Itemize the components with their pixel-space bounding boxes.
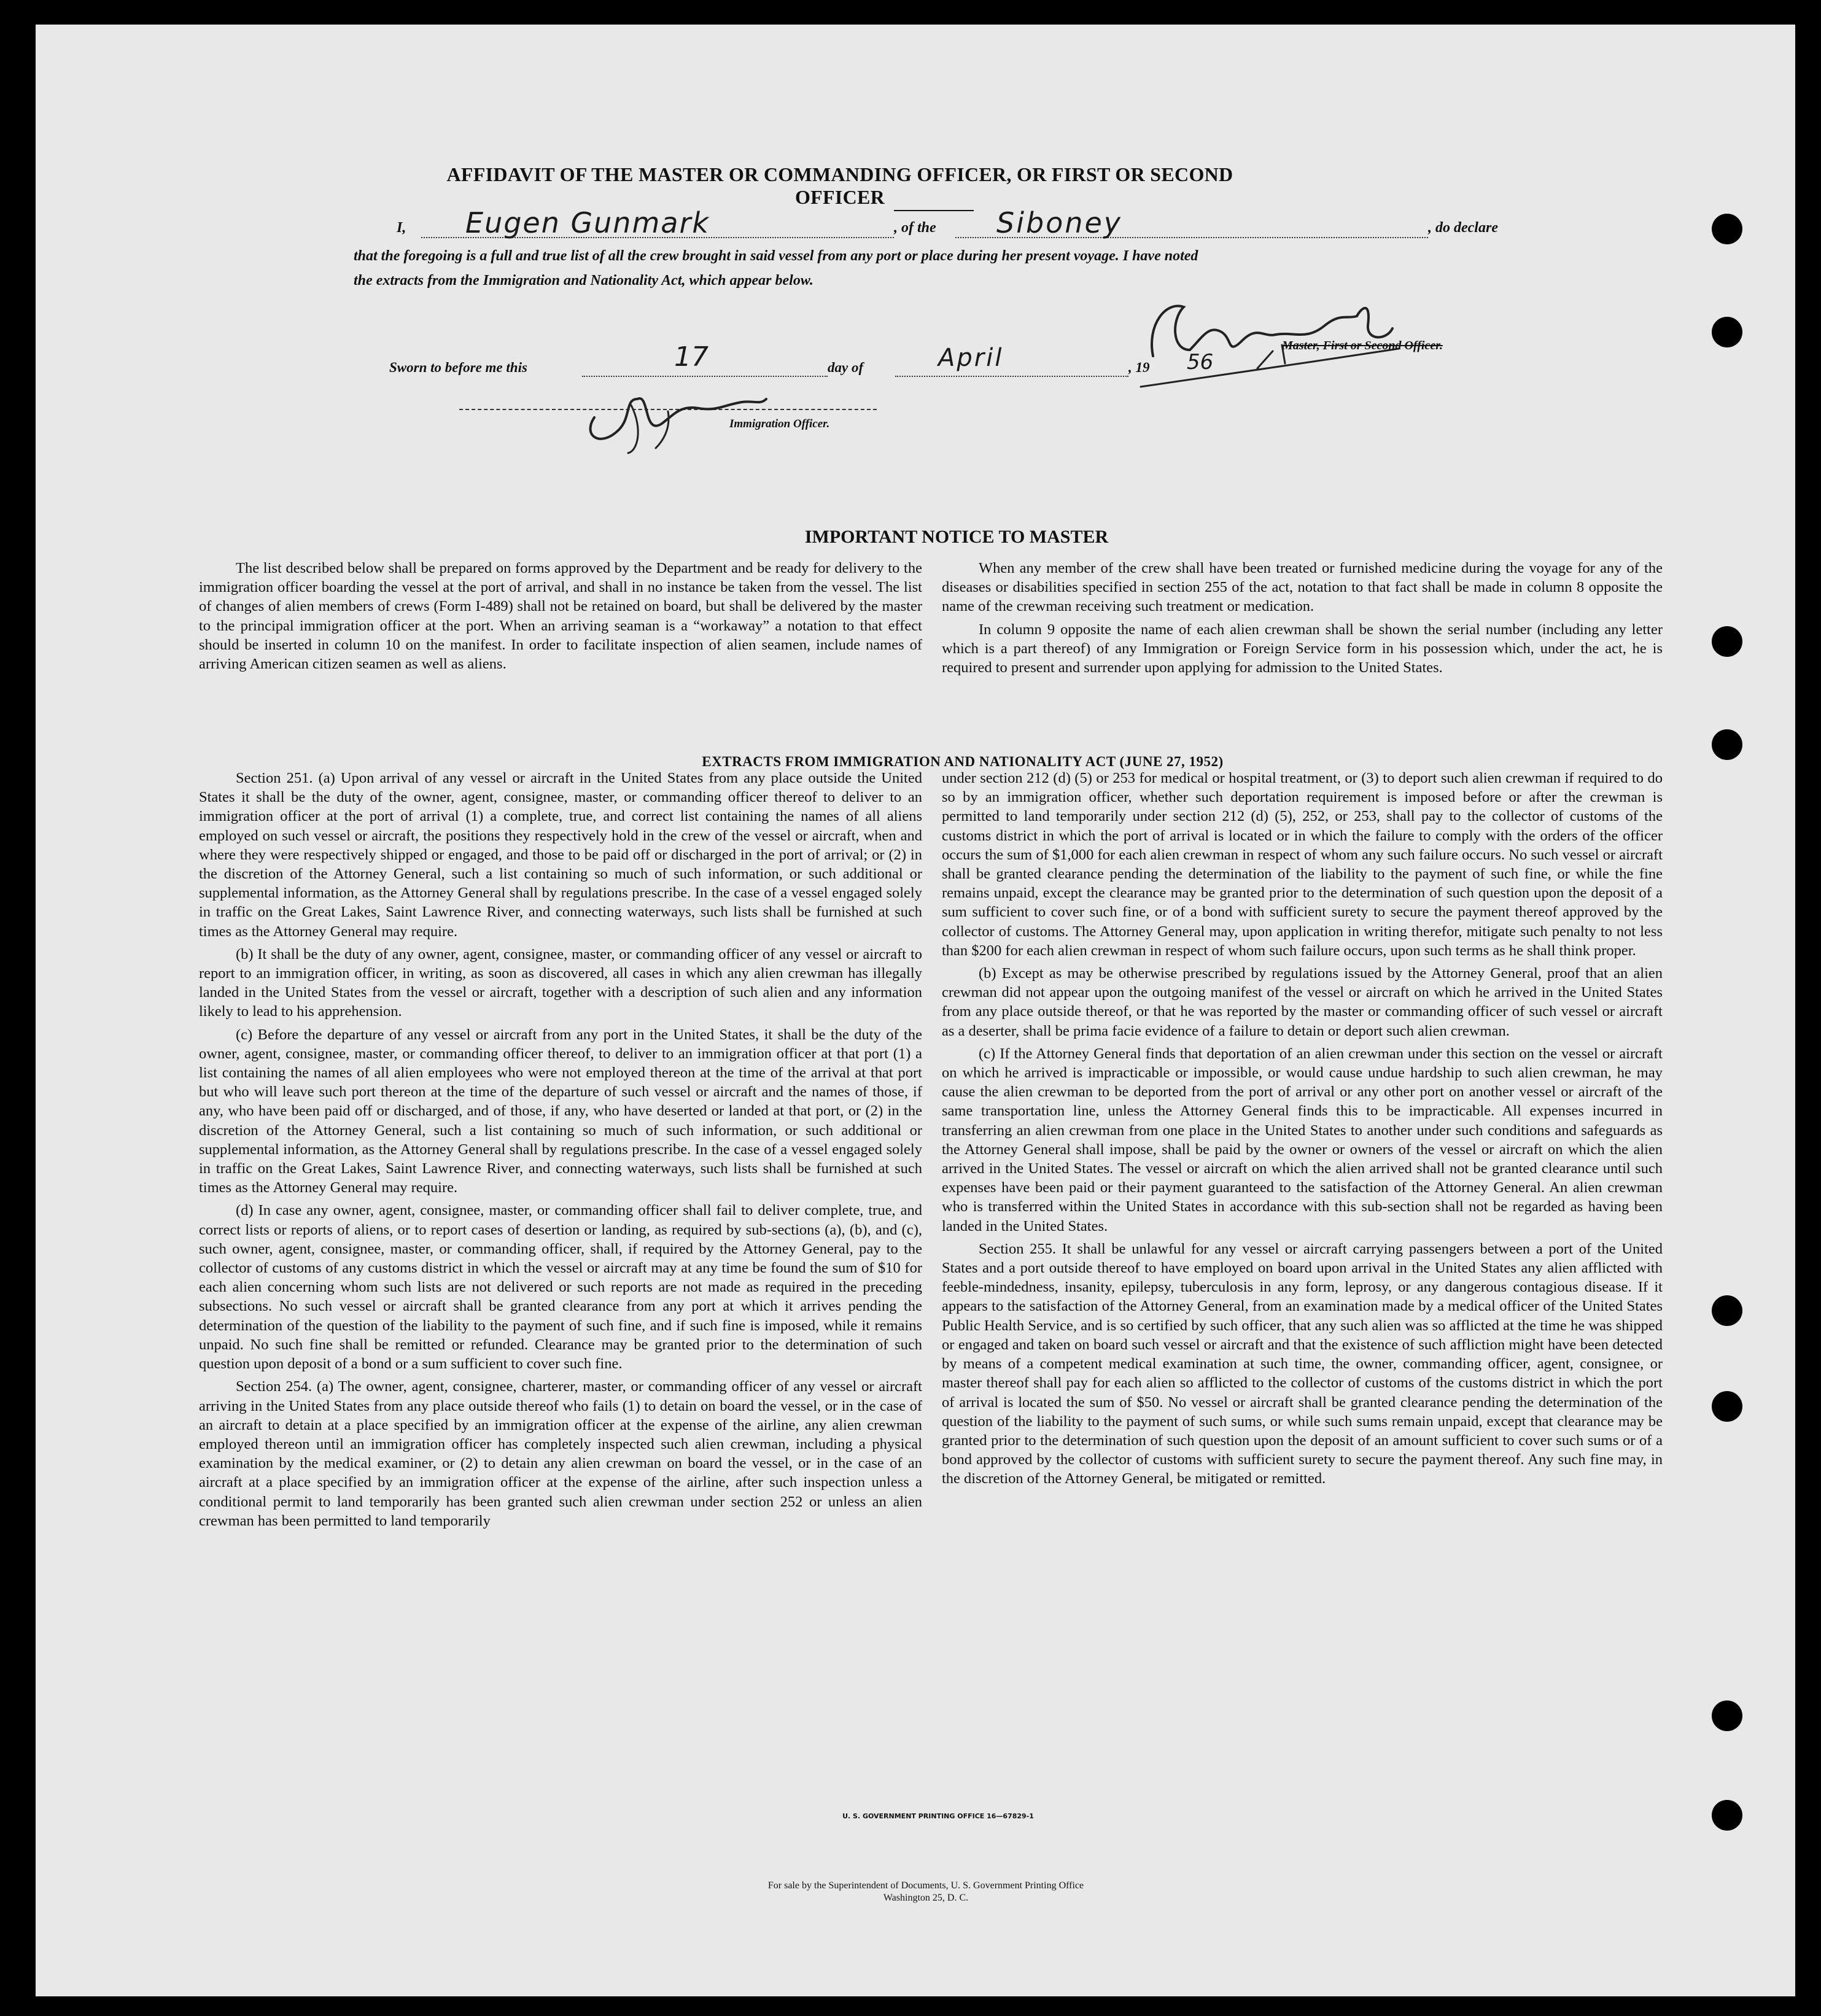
section-251-c: (c) Before the departure of any vessel or aircraft from any port in the United States, it shall be the duty of the owner, agent, consignee, master, or commanding officer thereof, to deliver to an immigration officer at that port (1) a list containing the names of all alien employees who were not employed thereon at the time of the arrival at that port but who will leave such port thereon at the time of the departure of such vessel or aircraft and the names of those, if any, who have been paid off or discharged, and of those, if any, who have deserted or landed at that port, or (2) in the discretion of the Attorney General, such a list containing so much of such information, or such additional or supplemental information, as the Attorney General shall by regulations prescribe. In the case of a vessel engaged solely in traffic on the Great Lakes, Saint Lawrence River, and connecting waterways, such lists shall be furnished at such times as the Attorney General may require. bbox=[199, 1026, 922, 1196]
sworn-before-label: Sworn to before me this bbox=[389, 360, 527, 375]
sale-notice-line-1: For sale by the Superintendent of Documents, U. S. Government Printing Office bbox=[767, 1880, 1084, 1891]
section-254-c: (c) If the Attorney General finds that deportation of an alien crewman under this section on the vessel or aircraft on which he arrived is impracticable or impossible, or would cause undue hardship to such alien crewman, he may cause the alien crewman to be deported from the port of arrival or any other port on another vessel or aircraft of the same transportation line, unless the Attorney General finds this to be impracticable. All expenses incurred in transferring an alien crewman from one place in the United States to another under such conditions and safeguards as the Attorney General shall impose, shall be paid by the owner or owners of the vessel or aircraft on which the alien arrived in the United States. The vessel or aircraft on which the alien arrived shall not be granted clearance until such expenses have been paid or their payment guaranteed to the satisfaction of the Attorney General. An alien crewman who is transferred within the United States in accordance with this sub-section shall not be regarded as having been landed in the United States. bbox=[942, 1045, 1663, 1235]
of-the-label: , of the bbox=[894, 220, 936, 236]
punch-hole bbox=[1712, 626, 1742, 657]
section-254-b: (b) Except as may be otherwise prescribed by regulations issued by the Attorney General, proof that an alien crewman did not appear upon the outgoing manifest of the vessel or aircraft on which he arrived in the United States from any place outside thereof, or that he was reported by the master or commanding officer of such vessel or aircraft as a deserter, shall be prima facie evidence of a failure to detain or deport such alien crewman. bbox=[942, 965, 1663, 1039]
do-declare-label: , do declare bbox=[1428, 220, 1498, 236]
vessel-name-handwritten[interactable]: Siboney bbox=[996, 206, 1122, 239]
notice-left-column bbox=[199, 559, 922, 677]
punch-hole bbox=[1712, 1700, 1742, 1731]
notice-right-paragraph-1: When any member of the crew shall have been treated or furnished medicine during the voyage for any of the diseases or disabilities specified in section 255 of the act, notation to that fact shall be made in column 8 opposite the name of the crewman receiving such treatment or medication. bbox=[942, 560, 1663, 615]
punch-hole bbox=[1712, 317, 1742, 347]
title-divider bbox=[894, 210, 974, 211]
punch-hole bbox=[1712, 729, 1742, 760]
section-251-a: Section 251. (a) Upon arrival of any vessel or aircraft in the United States from any place outside the United States it shall be the duty of the owner, agent, consignee, master, or commanding officer thereof to deliver to an immigration officer at the port of arrival (1) a complete, true, and correct list containing the names of all aliens employed on such vessel or aircraft, the positions they respectively hold in the crew of the vessel or aircraft, when and where they were respectively shipped or engaged, and those to be paid off or discharged in the port of arrival; or (2) in the discretion of the Attorney General, such a list containing so much of such information, or such additional or supplemental information, as the Attorney General shall by regulations prescribe. In the case of a vessel engaged solely in traffic on the Great Lakes, Saint Lawrence River, and connecting waterways, such lists shall be furnished at such times as the Attorney General may require. bbox=[199, 770, 922, 940]
sale-notice-line-2: Washington 25, D. C. bbox=[883, 1893, 969, 1903]
gpo-imprint: U. S. GOVERNMENT PRINTING OFFICE 16—67829-1 bbox=[842, 1812, 1034, 1820]
extracts-title: EXTRACTS FROM IMMIGRATION AND NATIONALITY ACT (JUNE 27, 1952) bbox=[702, 754, 1224, 769]
officer-name-handwritten[interactable]: Eugen Gunmark bbox=[465, 206, 710, 239]
day-of-label: day of bbox=[828, 360, 864, 375]
section-254-a: Section 254. (a) The owner, agent, consignee, charterer, master, or commanding officer of any vessel or aircraft arriving in the United States from any place outside thereof who fails (1) to detain on board the vessel, or in the case of an aircraft to detain at a place specified by an immigration officer at the expense of the airline, any alien crewman employed thereon until an immigration officer has completely inspected such alien crewman, including a physical examination by the medical examiner, or (2) to detain any alien crewman on board the vessel, or in the case of an aircraft at a place specified by an immigration officer at the expense of the airline, after such inspection unless a conditional permit to land temporarily has been granted such alien crewman under section 252 or unless an alien crewman has been permitted to land temporarily bbox=[199, 1378, 922, 1529]
section-254-a-continued: under section 212 (d) (5) or 253 for medical or hospital treatment, or (3) to deport such alien crewman if required to do so by an immigration officer, whether such deportation requirement is imposed before or after the crewman is permitted to land temporarily under section 212 (d) (5), 252, or 253, shall pay to the collector of customs of the customs district in which the port of arrival is located or in which the failure to comply with the orders of the officer occurs the sum of $1,000 for each alien crewman in respect of whom any such failure occurs. No such vessel or aircraft shall be granted clearance pending the determination of the liability to the payment of such fine, or while the fine remains unpaid, except the clearance may be granted prior to the determination of such question upon the deposit of a sum sufficient to cover such fine, or of a bond with sufficient surety to secure the payment thereof approved by the collector of customs. The Attorney General may, upon application in writing therefor, mitigate such penalty to not less than $200 for each alien crewman in respect of whom such failure occurs, upon such terms as he shall think proper. bbox=[942, 770, 1663, 959]
section-255: Section 255. It shall be unlawful for any vessel or aircraft carrying passengers between a port of the United States and a port outside thereof to have employed on board upon arrival in the United States any alien afflicted with feeble-mindedness, insanity, epilepsy, tuberculosis in any form, leprosy, or any dangerous contagious disease. If it appears to the satisfaction of the Attorney General, from an examination made by a medical officer of the United States Public Health Service, and is so certified by such officer, that any such alien was so afflicted at the time he was shipped or engaged and taken on board such vessel or aircraft and that the existence of such affliction might have been detected by means of a competent medical examination at such time, the owner, commanding officer, agent, consignee, or master thereof shall pay for each alien so afflicted to the collector of customs of the customs district in which the port of arrival is located the sum of $50. No vessel or aircraft shall be granted clearance pending the determination of the question of the liability to the payment of such sums, or while such sums remain unpaid, except that clearance may be granted prior to the determination of such question upon the deposit of an amount sufficient to cover such sums or of a bond approved by the collector of customs with sufficient surety to secure the payment thereof. Any such fine may, in the discretion of the Attorney General, be mitigated or remitted. bbox=[942, 1240, 1663, 1487]
year-handwritten[interactable]: 56 bbox=[1187, 350, 1214, 374]
notice-right-paragraph-2: In column 9 opposite the name of each alien crewman shall be shown the serial number (including any letter which is a part thereof) of any Immigration or Foreign Service form in his possession which, under the act, he is required to present and surrender upon applying for admission to the United States. bbox=[942, 621, 1663, 677]
affidavit-title: AFFIDAVIT OF THE MASTER OR COMMANDING OFFICER, OR FIRST OR SECOND OFFICER bbox=[446, 163, 1233, 208]
form-page bbox=[36, 25, 1795, 1996]
notice-left-paragraph: The list described below shall be prepared on forms approved by the Department and be ready for delivery to the immigration officer boarding the vessel at the port of arrival, and shall in no instance be taken from the vessel. The list of changes of alien members of crews (Form I-489) shall not be retained on board, but shall be delivered by the master to the principal immigration officer at the port. When an arriving seaman is a “workaway” a notation to that effect should be inserted in column 10 on the manifest. In order to facilitate inspection of alien seamen, include names of arriving American citizen seamen as well as aliens. bbox=[199, 560, 922, 673]
notice-title: IMPORTANT NOTICE TO MASTER bbox=[804, 527, 1109, 547]
prefix-i: I, bbox=[397, 220, 406, 236]
declaration-line-2: the extracts from the Immigration and Nationality Act, which appear below. bbox=[354, 273, 813, 289]
extracts-left-column bbox=[199, 769, 922, 1534]
sale-notice bbox=[650, 1880, 1202, 1904]
month-line bbox=[895, 376, 1128, 377]
immigration-officer-label: Immigration Officer. bbox=[729, 417, 830, 430]
punch-hole bbox=[1712, 1800, 1742, 1831]
notice-right-column bbox=[942, 559, 1663, 681]
declaration-line-1: that the foregoing is a full and true list of all the crew brought in said vessel from any port or place during her present voyage. I have noted bbox=[354, 248, 1198, 264]
signature-role-label: Master, First or Second Officer. bbox=[1282, 339, 1443, 352]
punch-hole bbox=[1712, 214, 1742, 244]
punch-hole bbox=[1712, 1391, 1742, 1422]
year-prefix-label: , 19 bbox=[1128, 360, 1150, 375]
master-signature bbox=[1128, 282, 1435, 387]
section-251-d: (d) In case any owner, agent, consignee, master, or commanding officer shall fail to deliver complete, true, and correct lists or reports of aliens, or to report cases of desertion or landing, as required by sub-sections (a), (b), and (c), such owner, agent, consignee, master, or commanding officer, shall, if required by the Attorney General, pay to the collector of customs of any customs district in which the vessel or aircraft may at any time be found the sum of $10 for each alien concerning whom such lists are not delivered or such reports are not made as required in the preceding subsections. No such vessel or aircraft shall be granted clearance from any port at which it arrives pending the determination of the question of the liability to the payment of such fine, and if such fine is imposed, while it remains unpaid. No such fine shall be remitted or refunded. Clearance may be granted prior to the determination of such question upon deposit of a bond or a sum sufficient to cover such fine. bbox=[199, 1202, 922, 1373]
month-handwritten[interactable]: April bbox=[938, 344, 1004, 372]
punch-hole bbox=[1712, 1295, 1742, 1326]
extracts-right-column bbox=[942, 769, 1663, 1492]
section-251-b: (b) It shall be the duty of any owner, agent, consignee, master, or commanding officer of any vessel or aircraft to report to an immigration officer, in writing, as soon as discovered, all cases in which any alien crewman has illegally landed in the United States from the vessel or aircraft, together with a description of such alien and any information likely to lead to his apprehension. bbox=[199, 945, 922, 1020]
immigration-officer-signature bbox=[576, 368, 797, 454]
day-handwritten[interactable]: 17 bbox=[674, 341, 709, 373]
